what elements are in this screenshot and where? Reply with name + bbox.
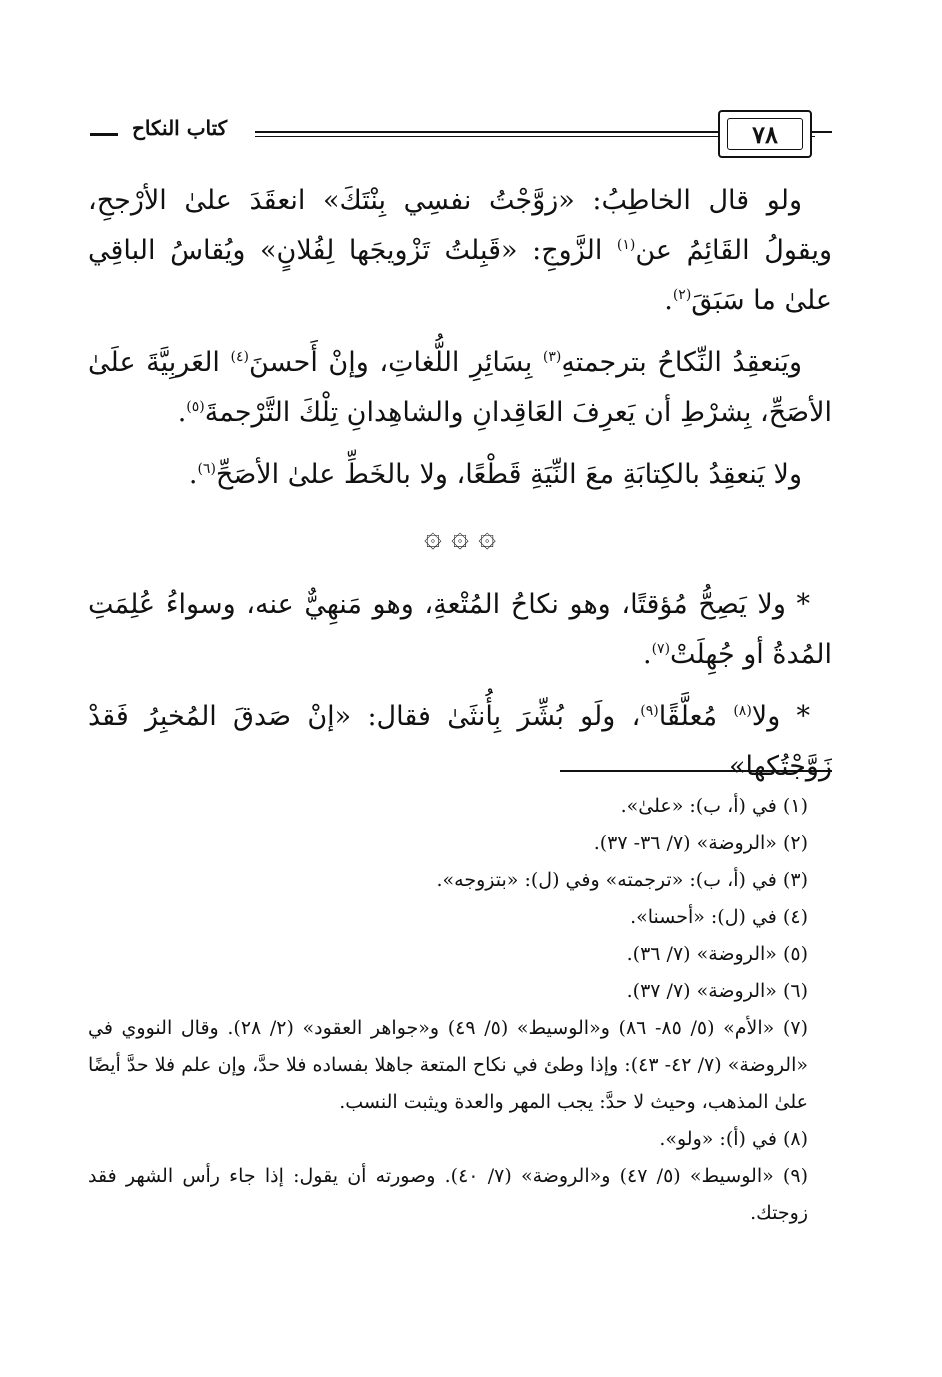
footnote: (٧) «الأم» (٥/ ٨٥- ٨٦) و«الوسيط» (٥/ ٤٩) و«جواهر العقود» (٢/ ٢٨). وقال النووي في «الروضة» (٧/ ٤٢- ٤٣): وإذا وطئ في نكاح المتعة جاهلا بفساده فلا حدَّ، وإن علم فلا حدَّ أيضًا علىٰ المذهب، وحيث لا حدَّ: يجب المهر والعدة ويثبت النسب. <box>88 1017 808 1113</box>
footnote: (٤) في (ل): «أحسنا». <box>630 906 808 928</box>
footnote: (٦) «الروضة» (٧/ ٣٧). <box>626 980 808 1002</box>
page-header <box>90 108 832 160</box>
footnote: (٩) «الوسيط» (٥/ ٤٧) و«الروضة» (٧/ ٤٠). وصورته أن يقول: إذا جاء رأس الشهر فقد زوجتك. <box>88 1165 808 1224</box>
footnote: (٥) «الروضة» (٧/ ٣٦). <box>626 943 808 965</box>
header-dash <box>90 133 118 136</box>
footnote: (٢) «الروضة» (٧/ ٣٦- ٣٧). <box>593 832 808 854</box>
footnote: (١) في (أ، ب): «علىٰ». <box>620 795 808 817</box>
page-number: ٧٨ <box>727 118 803 150</box>
paragraph: * ولا يَصِحُّ مُؤقتًا، وهو نكاحُ المُتْعةِ، وهو مَنهِيٌّ عنه، وسواءُ عُلِمَتِ المُدةُ أو جُهِلَتْ$^{(٧)}$. <box>88 589 832 670</box>
paragraph: ولا يَنعقِدُ بالكِتابَةِ معَ النِّيَةِ قَطْعًا، ولا بالخَطِّ علىٰ الأصَحِّ$^{(٦)}$. <box>188 459 802 490</box>
page-number-frame <box>718 110 812 158</box>
footnotes <box>88 788 832 1232</box>
paragraph: ولو قال الخاطِبُ: «زوَّجْتُ نفسِي بِنْتَكَ» انعقَدَ علىٰ الأرْجحِ، ويقولُ القَائِمُ عن$^{(١)}$ الزَّوجِ: «قَبِلتُ تَزْويجَها لِفُلانٍ» ويُقاسُ الباقِي علىٰ ما سَبَقَ$^{(٢)}$. <box>88 185 832 316</box>
paragraph: ويَنعقِدُ النِّكاحُ بترجمتهِ$^{(٣)}$ بِسَائِرِ اللُّغاتِ، وإنْ أَحسنَ$^{(٤)}$ العَربِيَّةَ علَىٰ الأصَحِّ، بِشرْطِ أن يَعرِفَ العَاقِدانِ والشاهِدانِ تِلْكَ التَّرْجمةَ$^{(٥)}$. <box>88 347 832 428</box>
footnote: (٣) في (أ، ب): «ترجمته» وفي (ل): «بتزوجه». <box>436 869 808 891</box>
header-tick <box>812 131 832 133</box>
ornament-divider: ۞ ۞ ۞ <box>424 519 496 554</box>
footnote-separator <box>560 770 832 772</box>
footnote: (٨) في (أ): «ولو». <box>659 1128 808 1150</box>
book-title: كتاب النكاح <box>126 116 233 140</box>
paragraph: * ولا$^{(٨)}$ مُعلَّقًا$^{(٩)}$، ولَو بُشِّرَ بِأُنثَىٰ فقال: «إنْ صَدقَ المُخبِرُ فَقدْ زَوَّجْتُكها» <box>88 701 832 782</box>
main-text <box>88 176 832 804</box>
